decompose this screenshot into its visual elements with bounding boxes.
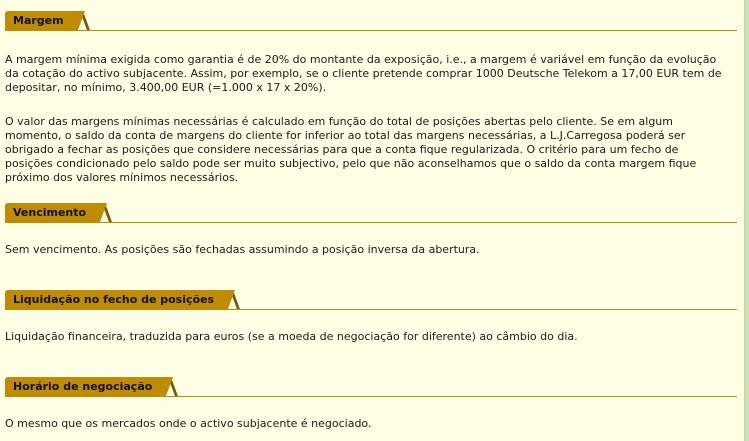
- section-tab: [5, 377, 166, 396]
- section-divider: [5, 309, 737, 310]
- section-header-liquidacao: [5, 290, 737, 312]
- section-tab: [5, 290, 228, 309]
- section-divider: [5, 222, 737, 223]
- section-title: Margem: [13, 14, 64, 27]
- tab-shadow: [103, 206, 112, 222]
- tab-shadow: [81, 14, 90, 30]
- tab-shadow: [169, 380, 178, 396]
- scrollbar-edge[interactable]: [744, 0, 749, 441]
- tab-shadow: [231, 293, 240, 309]
- section-divider: [5, 30, 737, 31]
- margem-paragraph-1: A margem mínima exigida como garantia é de 20% do montante da exposição, i.e., a margem é variável em função da evolução da cotação do activo subjacente. Assim, por exemplo, se o cliente pretende comprar 1000 Deutsche Telekom a 17,00 EUR tem de depositar, no mínimo, 3.400,00 EUR (=1.000 x 17 x 20%).: [5, 53, 722, 94]
- section-title: Horário de negociação: [13, 380, 153, 393]
- vencimento-paragraph: Sem vencimento. As posições são fechadas assumindo a posição inversa da abertura.: [5, 243, 480, 256]
- section-title: Vencimento: [13, 206, 87, 219]
- section-title: Liquidação no fecho de posições: [13, 293, 215, 306]
- section-header-margem: [5, 11, 737, 33]
- section-divider: [5, 396, 737, 397]
- margem-paragraph-2: O valor das margens mínimas necessárias é calculado em função do total de posições abertas pelo cliente. Se em algum momento, o saldo da conta de margens do cliente for inferior ao total das margens necessárias, a L.J.Carregosa poderá ser obrigado a fechar as posições que considere necessárias para que a conta fique regularizada. O critério para um fecho de posições condicionado pelo saldo pode ser muito subjectivo, pelo que não aconselhamos que o saldo da conta margem fique próximo dos valores mínimos necessários.: [5, 115, 697, 184]
- section-header-vencimento: [5, 203, 737, 225]
- horario-paragraph: O mesmo que os mercados onde o activo subjacente é negociado.: [5, 417, 372, 430]
- liquidacao-paragraph: Liquidação financeira, traduzida para euros (se a moeda de negociação for diferente) ao câmbio do dia.: [5, 330, 578, 343]
- section-tab: [5, 203, 100, 222]
- section-tab: [5, 11, 78, 30]
- section-header-horario: [5, 377, 737, 399]
